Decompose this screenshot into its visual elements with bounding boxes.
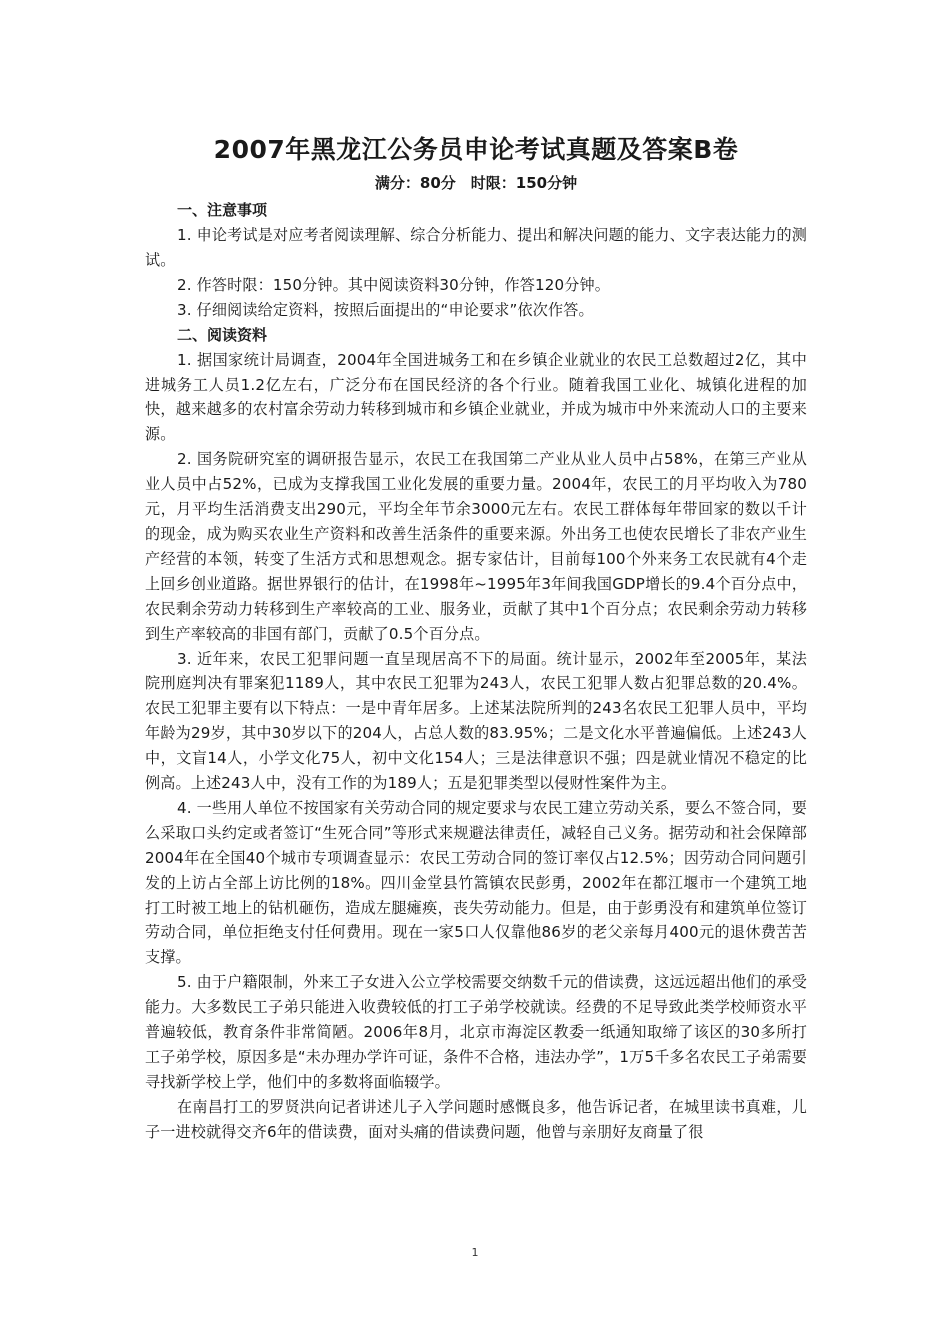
exam-info-subtitle: 满分：80分 时限：150分钟 <box>374 174 578 192</box>
page-number: 1 <box>471 1246 479 1259</box>
reading-paragraph-3: 3. 近年来，农民工犯罪问题一直呈现居高不下的局面。统计显示，2002年至2005年，某法院刑庭判决有罪案犯1189人，其中农民工犯罪为243人，农民工犯罪人数占犯罪总数的20.4%。农民工犯罪主要有以下特点：一是中青年居多。上述某法院所判的243名农民工犯罪人员中，平均年龄为29岁，其中30岁以下的204人，占总人数的83.95%；二是文化水平普遍偏低。上述243人中，文盲14人，小学文化75人，初中文化154人；三是法律意识不强；四是就业情况不稳定的比例高。上述243人中，没有工作的为189人；五是犯罪类型以侵财性案件为主。 <box>145 649 807 793</box>
reading-paragraph-6: 在南昌打工的罗贤洪向记者讲述儿子入学问题时感慨良多，他告诉记者，在城里读书真难，儿子一进校就得交齐6年的借读费，面对头痛的借读费问题，他曾与亲朋好友商量了很 <box>145 1097 807 1141</box>
notes-paragraph-3: 3. 仔细阅读给定资料，按照后面提出的“申论要求”依次作答。 <box>177 300 594 319</box>
section-heading-reading: 二、阅读资料 <box>177 325 268 344</box>
reading-paragraph-2: 2. 国务院研究室的调研报告显示，农民工在我国第二产业从业人员中占58%，在第三产业从业人员中占52%，已成为支撑我国工业化发展的重要力量。2004年，农民工的月平均收入为780元，月平均生活消费支出290元，平均全年节余3000元左右。农民工群体每年带回家的数以千计的现金，成为购买农业生产资料和改善生活条件的重要来源。外出务工也使农民增长了非农产业生产经营的本领，转变了生活方式和思想观念。据专家估计，目前每100个外来务工农民就有4个走上回乡创业道路。据世界银行的估计，在1998年~1995年3年间我国GDP增长的9.4个百分点中，农民剩余劳动力转移到生产率较高的工业、服务业，贡献了其中1个百分点；农民剩余劳动力转移到生产率较高的非国有部门，贡献了0.5个百分点。 <box>145 450 807 643</box>
page-title: 2007年黑龙江公务员申论考试真题及答案B卷 <box>213 135 739 164</box>
page-content <box>145 133 807 1145</box>
reading-paragraph-1: 1. 据国家统计局调查，2004年全国进城务工和在乡镇企业就业的农民工总数超过2亿，其中进城务工人员1.2亿左右，广泛分布在国民经济的各个行业。随着我国工业化、城镇化进程的加快，越来越多的农村富余劳动力转移到城市和乡镇企业就业，并成为城市中外来流动人口的主要来源。 <box>145 350 807 444</box>
notes-paragraph-2: 2. 作答时限：150分钟。其中阅读资料30分钟，作答120分钟。 <box>177 275 611 294</box>
section-heading-notes: 一、注意事项 <box>177 201 268 219</box>
reading-paragraph-5: 5. 由于户籍限制，外来工子女进入公立学校需要交纳数千元的借读费，这远远超出他们的承受能力。大多数民工子弟只能进入收费较低的打工子弟学校就读。经费的不足导致此类学校师资水平普遍较低，教育条件非常简陋。2006年8月，北京市海淀区教委一纸通知取缔了该区的30多所打工子弟学校，原因多是“未办理办学许可证，条件不合格，违法办学”，1万5千多名农民工子弟需要寻找新学校上学，他们中的多数将面临辍学。 <box>145 973 807 1091</box>
section-reading-material <box>145 323 807 1145</box>
reading-paragraph-4: 4. 一些用人单位不按国家有关劳动合同的规定要求与农民工建立劳动关系，要么不签合同，要么采取口头约定或者签订“生死合同”等形式来规避法律责任，减轻自己义务。据劳动和社会保障部2004年在全国40个城市专项调查显示：农民工劳动合同的签订率仅占12.5%；因劳动合同问题引发的上访占全部上访比例的18%。四川金堂县竹篙镇农民彭勇，2002年在都江堰市一个建筑工地打工时被工地上的钻机砸伤，造成左腿瘫痪，丧失劳动能力。但是，由于彭勇没有和建筑单位签订劳动合同，单位拒绝支付任何费用。现在一家5口人仅靠他86岁的老父亲每月400元的退休费苦苦支撑。 <box>145 798 807 967</box>
notes-paragraph-1: 1. 申论考试是对应考者阅读理解、综合分析能力、提出和解决问题的能力、文字表达能力的测试。 <box>145 226 807 269</box>
section-notes <box>145 198 807 323</box>
